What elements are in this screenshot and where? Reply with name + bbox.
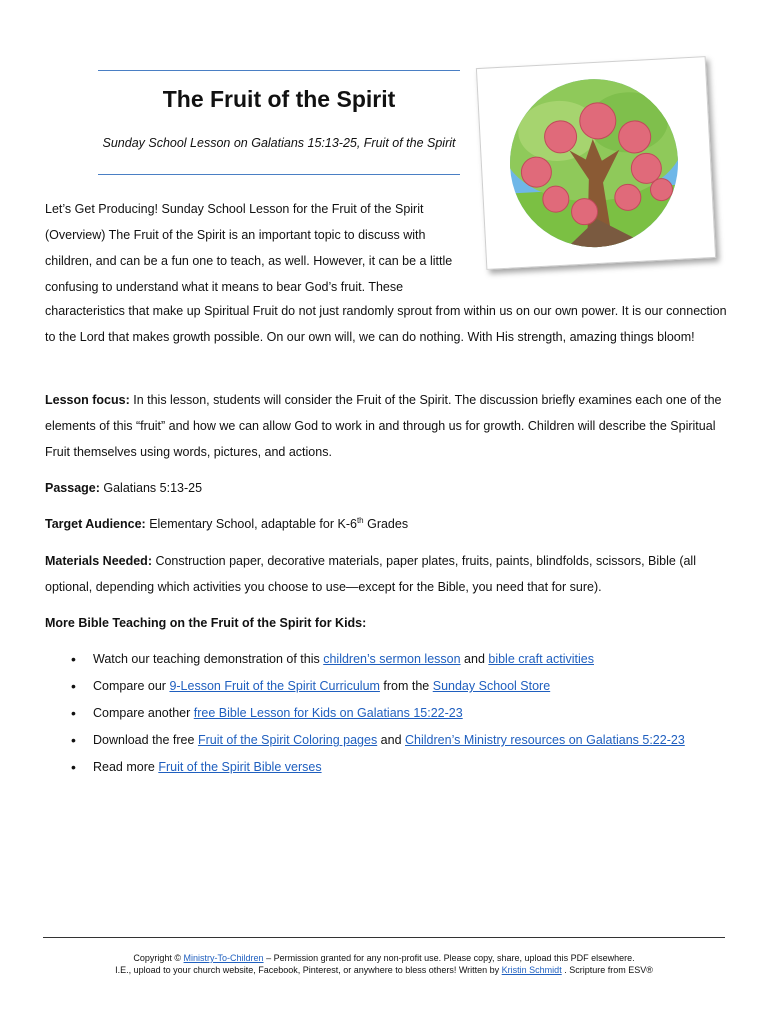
list-item bbox=[45, 754, 685, 781]
intro-continuation: characteristics that make up Spiritual Fruit do not just randomly sprout from within us on our own power. It is our connection to the Lord that makes growth possible. On our own will, we can do nothing. With His strength, amazing things bloom! bbox=[45, 304, 727, 344]
audience-label: Target Audience: bbox=[45, 517, 146, 531]
item-text: Read more bbox=[93, 760, 159, 774]
bullet-icon: • bbox=[71, 705, 76, 721]
resource-link-list bbox=[45, 646, 685, 781]
item-text: Compare another bbox=[93, 706, 194, 720]
more-teaching-heading-text: More Bible Teaching on the Fruit of the Spirit for Kids: bbox=[45, 616, 367, 630]
curriculum-link[interactable]: 9-Lesson Fruit of the Spirit Curriculum bbox=[169, 679, 380, 693]
title-bottom-rule bbox=[98, 174, 460, 175]
title-top-rule bbox=[98, 70, 460, 71]
bullet-icon: • bbox=[71, 732, 76, 748]
intro-line: children, and can be a fun one to teach, as well. However, it can be a little bbox=[45, 254, 453, 268]
intro-line: Let’s Get Producing! Sunday School Lesson for the Fruit of the Spirit bbox=[45, 202, 424, 216]
footer-text: I.E., upload to your church website, Facebook, Pinterest, or anywhere to bless others! Written by bbox=[115, 965, 502, 975]
passage-text: Galatians 5:13-25 bbox=[99, 481, 203, 495]
materials-label: Materials Needed: bbox=[45, 554, 152, 568]
list-item bbox=[45, 673, 685, 700]
page-subtitle: Sunday School Lesson on Galatians 15:13-25, Fruit of the Spirit bbox=[102, 136, 456, 150]
free-bible-lesson-link[interactable]: free Bible Lesson for Kids on Galatians 15:22-23 bbox=[193, 706, 463, 720]
intro-paragraph bbox=[45, 196, 465, 300]
intro-line: confusing to understand what it means to bear God’s fruit. These bbox=[45, 280, 404, 294]
footer-divider bbox=[43, 937, 725, 938]
bible-craft-link[interactable]: bible craft activities bbox=[488, 652, 594, 666]
lesson-focus-paragraph bbox=[45, 387, 735, 465]
item-text: and bbox=[460, 652, 489, 666]
childrens-sermon-link[interactable]: children’s sermon lesson bbox=[323, 652, 461, 666]
materials-paragraph bbox=[45, 548, 735, 600]
audience-text: Elementary School, adaptable for K-6 bbox=[145, 517, 357, 531]
materials-text: Construction paper, decorative materials, paper plates, fruits, paints, blindfolds, scissors, Bible (all optional, depending which activities you choose to use—except for the Bible, you need that for sure). bbox=[45, 554, 696, 594]
footer-text: . Scripture from ESV® bbox=[561, 965, 653, 975]
item-text: Download the free bbox=[93, 733, 198, 747]
bullet-icon: • bbox=[71, 678, 76, 694]
page-title: The Fruit of the Spirit bbox=[162, 86, 396, 112]
sunday-school-store-link[interactable]: Sunday School Store bbox=[432, 679, 551, 693]
item-text: from the bbox=[379, 679, 433, 693]
footer-line-2 bbox=[43, 964, 725, 976]
ministry-to-children-link[interactable]: Ministry-To-Children bbox=[183, 953, 264, 963]
passage-label: Passage: bbox=[45, 481, 100, 495]
bullet-icon: • bbox=[71, 759, 76, 775]
item-text: Watch our teaching demonstration of this bbox=[93, 652, 324, 666]
bullet-icon: • bbox=[71, 651, 76, 667]
fruit-tree-illustration bbox=[476, 56, 716, 270]
author-link[interactable]: Kristin Schmidt bbox=[501, 965, 562, 975]
list-item bbox=[45, 700, 685, 727]
audience-paragraph bbox=[45, 511, 735, 537]
intro-line: (Overview) The Fruit of the Spirit is an important topic to discuss with bbox=[45, 228, 426, 242]
audience-suffix: Grades bbox=[363, 517, 409, 531]
list-item bbox=[45, 646, 685, 673]
item-text: and bbox=[377, 733, 406, 747]
lesson-focus-label: Lesson focus: bbox=[45, 393, 130, 407]
item-text: Compare our bbox=[93, 679, 170, 693]
footer bbox=[43, 952, 725, 976]
coloring-pages-link[interactable]: Fruit of the Spirit Coloring pages bbox=[197, 733, 378, 747]
list-item bbox=[45, 727, 685, 754]
footer-text: – Permission granted for any non-profit use. Please copy, share, upload this PDF elsewhere. bbox=[263, 953, 635, 963]
ministry-resources-link[interactable]: Children’s Ministry resources on Galatians 5:22-23 bbox=[405, 733, 685, 747]
bible-verses-link[interactable]: Fruit of the Spirit Bible verses bbox=[158, 760, 322, 774]
lesson-focus-text: In this lesson, students will consider the Fruit of the Spirit. The discussion briefly examines each one of the elements of this “fruit” and how we can allow God to work in and through us for growth. Children will describe the Spiritual Fruit themselves using words, pictures, and actions. bbox=[45, 393, 722, 459]
fruit-tree-icon bbox=[485, 64, 705, 263]
passage-paragraph bbox=[45, 475, 735, 501]
footer-line-1 bbox=[43, 952, 725, 964]
audience-sup: th bbox=[356, 515, 364, 525]
more-teaching-heading bbox=[45, 610, 735, 636]
footer-text: Copyright © bbox=[133, 953, 184, 963]
